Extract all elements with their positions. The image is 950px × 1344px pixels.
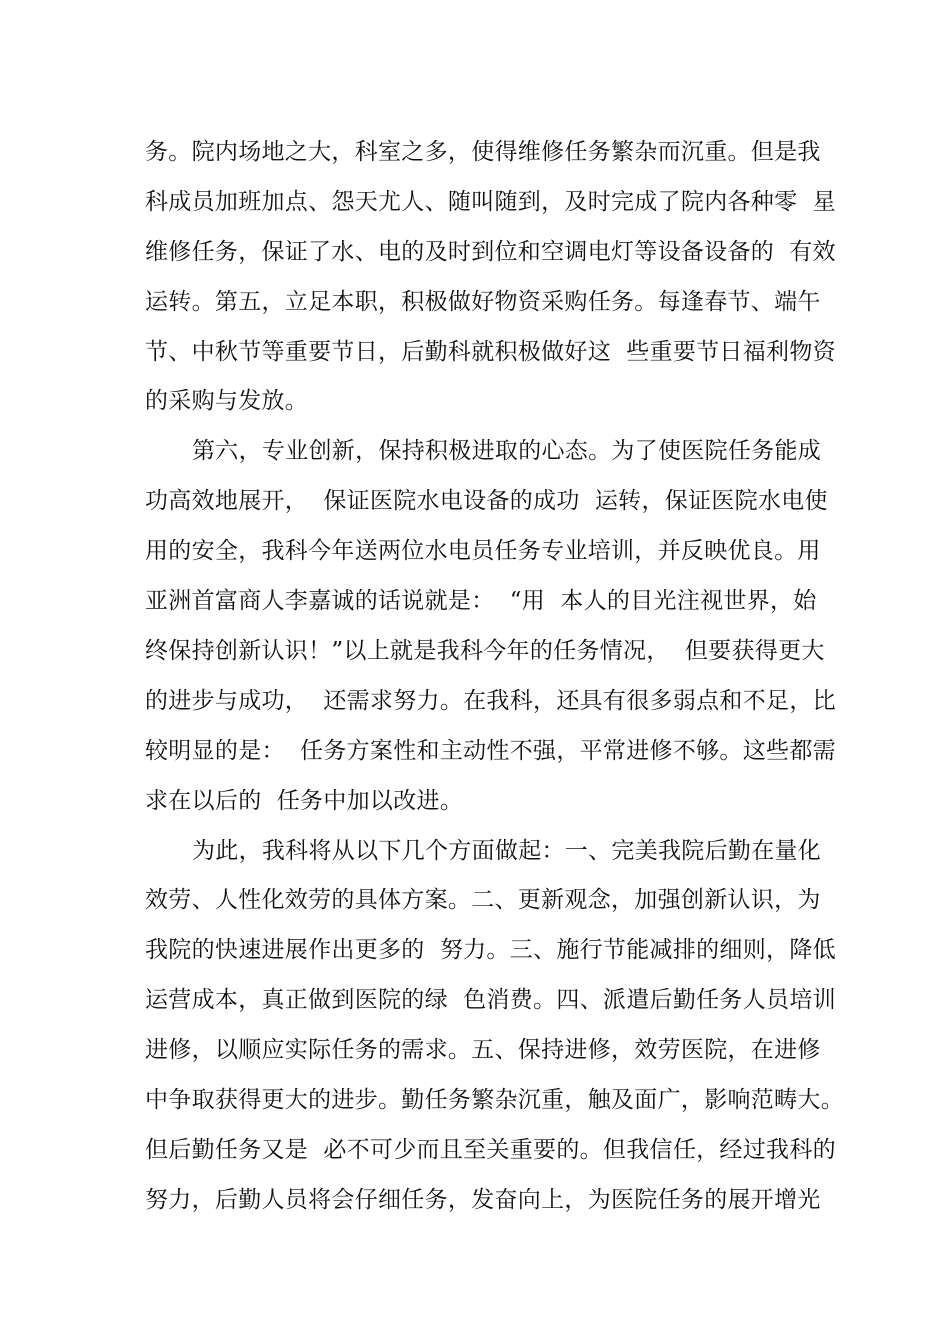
paragraph-start-line: 为此，我科将从以下几个方面做起：一、完美我院后勤在量化 [192,838,822,864]
text-line: 效劳、人性化效劳的具体方案。二、更新观念，加强创新认识，为 [145,887,821,913]
text-line: 进修，以顺应实际任务的需求。五、保持进修，效劳医院，在进修 [145,1037,821,1063]
text-line: 但后勤任务又是 必不可少而且至关重要的。但我信任，经过我科的 [145,1137,836,1163]
text-line: 求在以后的 任务中加以改进。 [145,788,464,814]
text-line: 较明显的是： 任务方案性和主动性不强，平常进修不够。这些都需 [145,738,836,764]
text-line: 亚洲首富商人李嘉诚的话说就是： “用 本人的目光注视世界，始 [145,588,817,614]
text-line: 维修任务，保证了水、电的及时到位和空调电灯等设备设备的 有效 [145,239,836,265]
text-line: 的采购与发放。 [145,388,309,414]
text-line: 运转。第五，立足本职，积极做好物资采购任务。每逢春节、端午 [145,289,821,315]
text-line: 用的安全，我科今年送两位水电员任务专业培训，并反映优良。用 [145,538,821,564]
text-line: 功高效地展开， 保证医院水电设备的成功 运转，保证医院水电使 [145,488,828,514]
text-line: 运营成本，真正做到医院的绿 色消费。四、派遣后勤任务人员培训 [145,987,836,1013]
paragraph-start-line: 第六，专业创新，保持积极进取的心态。为了使医院任务能成 [192,438,822,464]
text-line: 节、中秋节等重要节日，后勤科就积极做好这 些重要节日福利物资 [145,339,836,365]
text-line: 努力，后勤人员将会仔细任务，发奋向上，为医院任务的展开增光 [145,1187,821,1213]
text-line: 中争取获得更大的进步。勤任务繁杂沉重，触及面广，影响范畴大。 [145,1087,844,1113]
text-line: 终保持创新认识！”以上就是我科今年的任务情况， 但要获得更大 [145,638,825,664]
text-line: 的进步与成功， 还需求努力。在我科，还具有很多弱点和不足，比 [145,688,836,714]
text-line: 科成员加班加点、怨天尤人、随叫随到，及时完成了院内各种零 星 [145,189,836,215]
text-line: 我院的快速进展作出更多的 努力。三、施行节能减排的细则，降低 [145,937,836,963]
text-line: 务。院内场地之大，科室之多，使得维修任务繁杂而沉重。但是我 [145,139,821,165]
